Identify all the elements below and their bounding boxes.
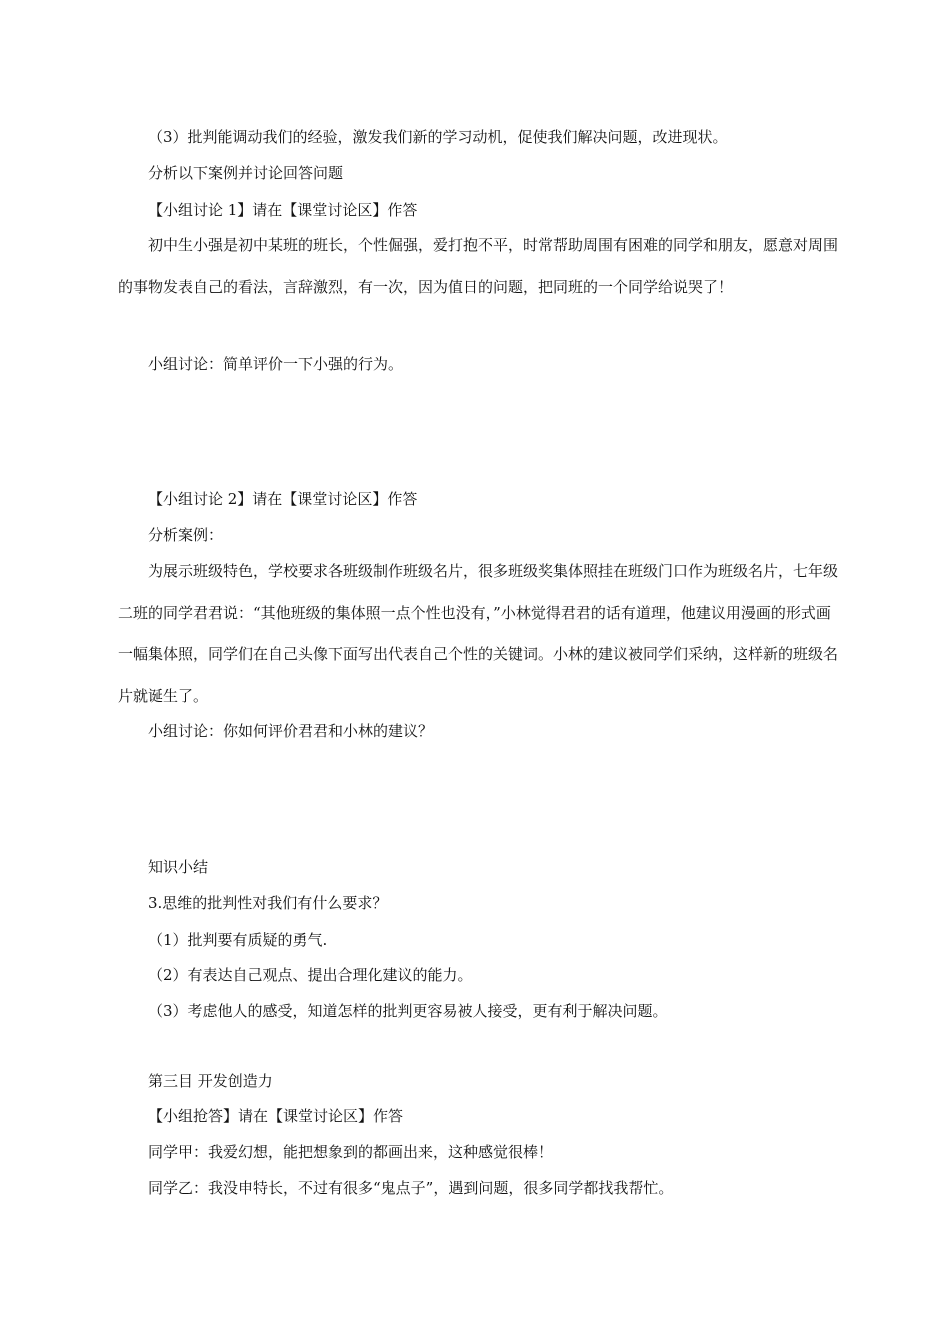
- group-discussion-1-heading: 【小组讨论 1】请在【课堂讨论区】作答: [148, 201, 418, 219]
- case-1-paragraph: 初中生小强是初中某班的班长，个性倔强，爱打抱不平，时常帮助周围有困难的同学和朋友，愿意对周围的事物发表自己的看法，言辞激烈，有一次，因为值日的问题，把同班的一个同学给说哭了！: [118, 236, 839, 296]
- summary-item-2: （2）有表达自己观点、提出合理化建议的能力。: [148, 966, 473, 984]
- student-a-answer: 同学甲：我爱幻想，能把想象到的都画出来，这种感觉很棒！: [148, 1143, 554, 1161]
- summary-question: 3.思维的批判性对我们有什么要求？: [148, 894, 388, 912]
- discussion-question-2: 小组讨论：你如何评价君君和小林的建议？: [148, 722, 434, 740]
- summary-item-3: （3）考虑他人的感受，知道怎样的批判更容易被人接受，更有利于解决问题。: [148, 1002, 668, 1020]
- instruction-text: 分析以下案例并讨论回答问题: [148, 164, 344, 182]
- case-label: 分析案例：: [148, 526, 224, 544]
- case-2-paragraph: 为展示班级特色，学校要求各班级制作班级名片，很多班级奖集体照挂在班级门口作为班级名片，七年级二班的同学君君说：“其他班级的集体照一点个性也没有，”小林觉得君君的话有道理，他建议用漫画的形式画一幅集体照，同学们在自己头像下面写出代表自己个性的关键词。小林的建议被同学们采纳，这样新的班级名片就诞生了。: [118, 562, 839, 705]
- summary-title: 知识小结: [148, 858, 209, 876]
- section-heading: 第三目 开发创造力: [148, 1072, 273, 1090]
- student-b-answer: 同学乙：我没申特长，不过有很多“鬼点子”，遇到问题，很多同学都找我帮忙。: [148, 1179, 674, 1197]
- group-discussion-2-heading: 【小组讨论 2】请在【课堂讨论区】作答: [148, 490, 418, 508]
- discussion-question-1: 小组讨论：简单评价一下小强的行为。: [148, 355, 404, 373]
- critique-point-3: （3）批判能调动我们的经验，激发我们新的学习动机，促使我们解决问题，改进现状。: [148, 128, 728, 146]
- group-quick-answer-heading: 【小组抢答】请在【课堂讨论区】作答: [148, 1107, 404, 1125]
- summary-item-1: （1）批判要有质疑的勇气.: [148, 931, 328, 949]
